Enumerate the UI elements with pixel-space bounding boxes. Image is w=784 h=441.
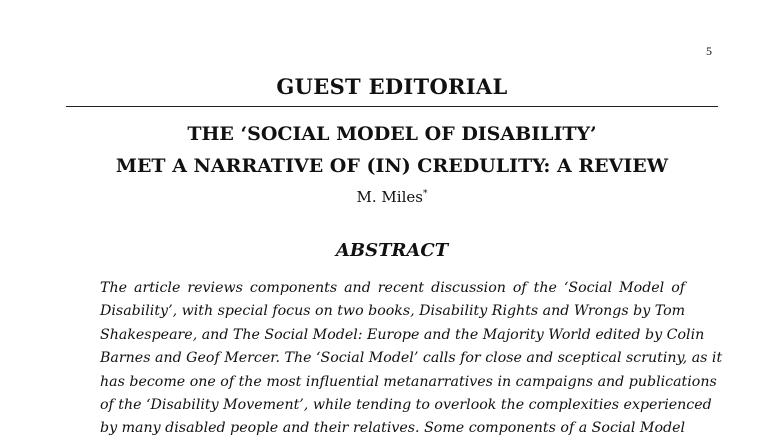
abstract-heading: ABSTRACT	[335, 240, 449, 261]
abstract-line-3: Shakespeare, and The Social Model: Europe and the Majority World edited by Colin	[100, 326, 705, 343]
abstract-line-5: has become one of the most influential metanarratives in campaigns and publications	[100, 373, 717, 390]
author-footnote-mark: *	[422, 189, 428, 199]
abstract-line-7: by many disabled people and their relatives. Some components of a Social Model	[100, 420, 686, 437]
abstract-line-4: Barnes and Geof Mercer. The ‘Social Model’ calls for close and sceptical scrutiny, as it	[100, 350, 723, 367]
heading-divider	[66, 106, 718, 107]
page-number: 5	[706, 44, 712, 58]
abstract-line-2: Disability’, with special focus on two books, Disability Rights and Wrongs by Tom	[100, 303, 686, 320]
abstract-line-6: of the ‘Disability Movement’, while tending to overlook the complexities experienced	[100, 397, 712, 414]
title-line-2: MET A NARRATIVE OF (IN) CREDULITY: A REVIEW	[115, 155, 669, 177]
section-heading: GUEST EDITORIAL	[276, 74, 508, 99]
author-byline	[0, 188, 784, 206]
abstract-line-1: The article reviews components and recent discussion of the ‘Social Model of	[100, 280, 685, 296]
title-line-1: THE ‘SOCIAL MODEL OF DISABILITY’	[187, 123, 597, 145]
author-name: M. Miles	[356, 188, 423, 206]
abstract-body	[100, 277, 723, 441]
article-title	[0, 118, 784, 182]
